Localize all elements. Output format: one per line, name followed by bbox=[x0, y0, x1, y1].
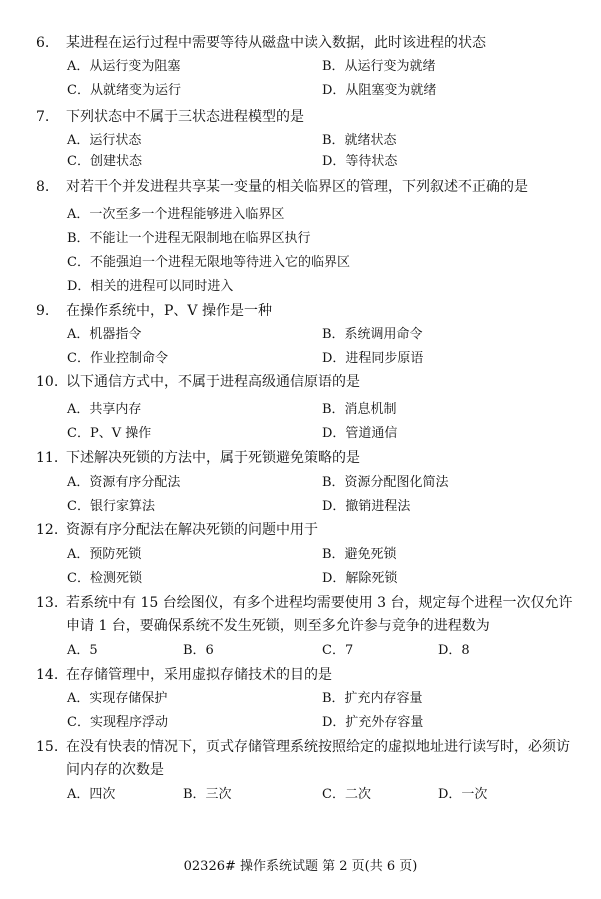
option-b: B．6 bbox=[183, 643, 214, 658]
question-stem-continued: 申请 1 台，要确保系统不发生死锁，则至多允许参与竞争的进程数为 bbox=[66, 618, 490, 634]
question-number: 7. bbox=[36, 109, 50, 125]
question-stem: 10. 以下通信方式中，不属于进程高级通信原语的是 bbox=[36, 374, 360, 390]
option-c: C．从就绪变为运行 bbox=[67, 83, 181, 98]
question-stem: 13. 若系统中有 15 台绘图仪，有多个进程均需要使用 3 台，规定每个进程一次仅允许 bbox=[36, 595, 573, 611]
option-c: C．二次 bbox=[322, 787, 371, 802]
option-b: B．就绪状态 bbox=[322, 133, 397, 148]
option-a: A．运行状态 bbox=[67, 133, 142, 148]
option-c: C．7 bbox=[322, 643, 354, 658]
option-b: B．消息机制 bbox=[322, 402, 397, 417]
option-a: A．预防死锁 bbox=[67, 547, 142, 562]
option-b: B．扩充内存容量 bbox=[322, 691, 423, 706]
question-stem-continued: 问内存的次数是 bbox=[66, 762, 164, 778]
option-b: B．不能让一个进程无限制地在临界区执行 bbox=[67, 231, 311, 246]
option-d: D．8 bbox=[438, 643, 470, 658]
question-number: 14. bbox=[36, 667, 59, 683]
question-stem: 8. 对若干个并发进程共享某一变量的相关临界区的管理，下列叙述不正确的是 bbox=[36, 179, 528, 195]
option-a: A．资源有序分配法 bbox=[67, 475, 181, 490]
option-a: A．机器指令 bbox=[67, 327, 142, 342]
question-stem: 9. 在操作系统中，P、V 操作是一种 bbox=[36, 303, 272, 319]
option-c: C．不能强迫一个进程无限地等待进入它的临界区 bbox=[67, 255, 350, 270]
option-a: A．共享内存 bbox=[67, 402, 142, 417]
option-d: D．一次 bbox=[438, 787, 488, 802]
option-c: C．作业控制命令 bbox=[67, 351, 168, 366]
question-number: 9. bbox=[36, 303, 50, 319]
option-d: D．等待状态 bbox=[322, 154, 398, 169]
option-a: A．一次至多一个进程能够进入临界区 bbox=[67, 207, 285, 222]
option-d: D．管道通信 bbox=[322, 426, 398, 441]
question-number: 13. bbox=[36, 595, 59, 611]
option-a: A．从运行变为阻塞 bbox=[67, 59, 181, 74]
question-number: 10. bbox=[36, 374, 59, 390]
option-b: B．避免死锁 bbox=[322, 547, 397, 562]
option-c: C．创建状态 bbox=[67, 154, 142, 169]
option-b: B．资源分配图化简法 bbox=[322, 475, 449, 490]
option-c: C．检测死锁 bbox=[67, 571, 142, 586]
question-stem: 15. 在没有快表的情况下，页式存储管理系统按照给定的虚拟地址进行读写时，必须访 bbox=[36, 739, 570, 755]
question-number: 6. bbox=[36, 35, 50, 51]
option-d: D．进程同步原语 bbox=[322, 351, 424, 366]
option-c: C．实现程序浮动 bbox=[67, 715, 168, 730]
question-stem: 14. 在存储管理中，采用虚拟存储技术的目的是 bbox=[36, 667, 332, 683]
question-number: 15. bbox=[36, 739, 59, 755]
option-b: B．三次 bbox=[183, 787, 232, 802]
option-b: B．从运行变为就绪 bbox=[322, 59, 436, 74]
option-a: A．四次 bbox=[67, 787, 116, 802]
question-number: 11. bbox=[36, 450, 59, 466]
option-c: C．P、V 操作 bbox=[67, 426, 152, 441]
option-d: D．扩充外存容量 bbox=[322, 715, 424, 730]
option-b: B．系统调用命令 bbox=[322, 327, 423, 342]
question-number: 12. bbox=[36, 522, 59, 538]
question-stem: 12. 资源有序分配法在解决死锁的问题中用于 bbox=[36, 522, 318, 538]
option-a: A．5 bbox=[67, 643, 98, 658]
option-d: D．撤销进程法 bbox=[322, 499, 411, 514]
option-d: D．解除死锁 bbox=[322, 571, 398, 586]
page-footer: 02326# 操作系统试题 第 2 页(共 6 页) bbox=[183, 859, 418, 874]
option-c: C．银行家算法 bbox=[67, 499, 155, 514]
question-stem: 7. 下列状态中不属于三状态进程模型的是 bbox=[36, 109, 304, 125]
question-stem: 6. 某进程在运行过程中需要等待从磁盘中读入数据，此时该进程的状态 bbox=[36, 35, 486, 51]
option-a: A．实现存储保护 bbox=[67, 691, 168, 706]
option-d: D．相关的进程可以同时进入 bbox=[67, 279, 234, 294]
question-number: 8. bbox=[36, 179, 50, 195]
option-d: D．从阻塞变为就绪 bbox=[322, 83, 437, 98]
question-stem: 11. 下述解决死锁的方法中，属于死锁避免策略的是 bbox=[36, 450, 360, 466]
